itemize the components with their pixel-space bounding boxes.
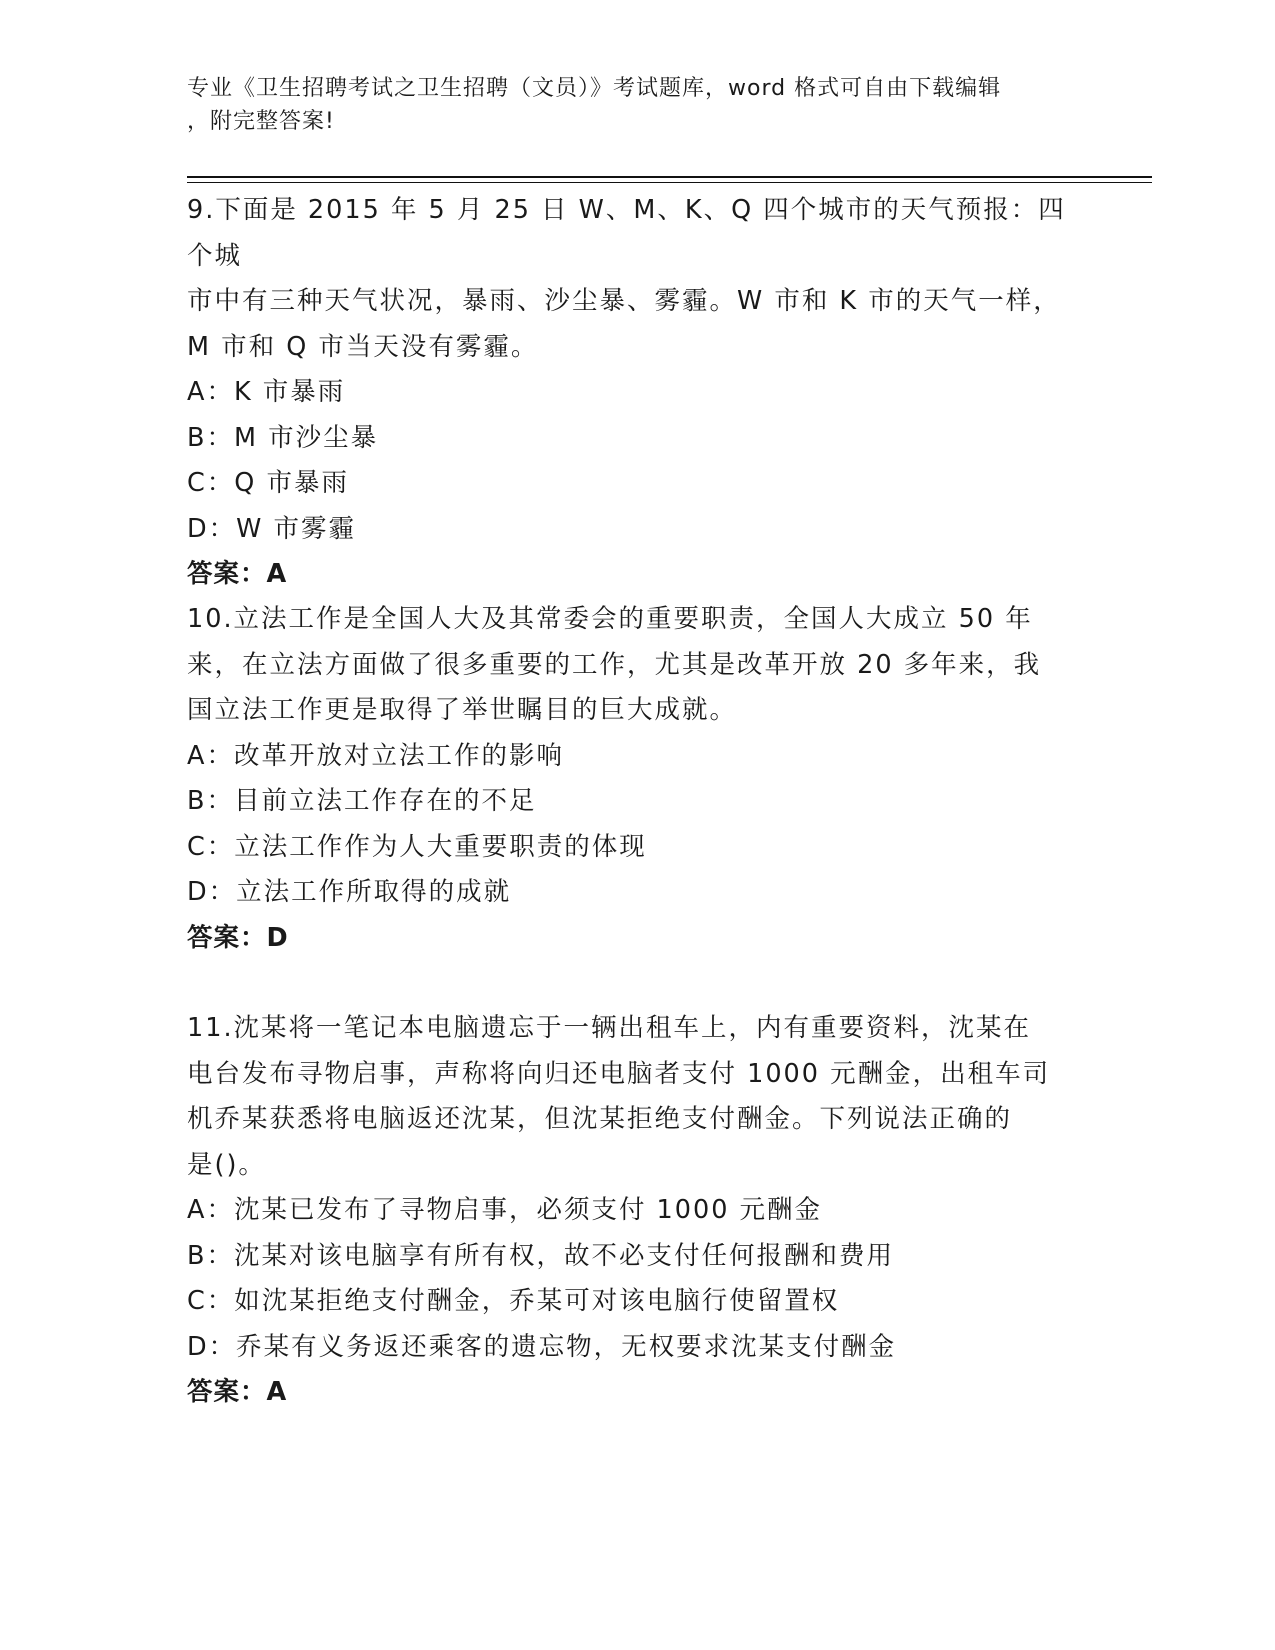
stem-line: M 市和 Q 市当天没有雾霾。	[187, 331, 539, 362]
stem-line: 10.立法工作是全国人大及其常委会的重要职责，全国人大成立 50 年	[187, 604, 1033, 634]
document-header	[187, 72, 1087, 138]
question-9	[187, 188, 1087, 598]
stem-line: 机乔某获悉将电脑返还沈某，但沈某拒绝支付酬金。下列说法正确的	[187, 1104, 1013, 1134]
question-stem	[187, 188, 1087, 370]
option-d: D：乔某有义务返还乘客的遗忘物，无权要求沈某支付酬金	[187, 1331, 897, 1362]
stem-line: 来，在立法方面做了很多重要的工作，尤其是改革开放 20 多年来，我	[187, 649, 1042, 680]
question-stem	[187, 1006, 1087, 1188]
option-b: B：目前立法工作存在的不足	[187, 786, 537, 816]
header-line-1: 专业《卫生招聘考试之卫生招聘（文员）》考试题库，word 格式可自由下载编辑	[187, 76, 1002, 101]
question-stem	[187, 597, 1087, 734]
option-c: C：立法工作作为人大重要职责的体现	[187, 831, 647, 862]
answer-label: 答案：A	[187, 1377, 288, 1407]
stem-line: 11.沈某将一笔记本电脑遗忘于一辆出租车上，内有重要资料，沈某在	[187, 1013, 1032, 1043]
stem-line: 国立法工作更是取得了举世瞩目的巨大成就。	[187, 695, 738, 725]
header-line-2: ，附完整答案!	[187, 109, 335, 134]
question-10	[187, 597, 1087, 961]
option-c: C：如沈某拒绝支付酬金，乔某可对该电脑行使留置权	[187, 1286, 840, 1316]
question-11	[187, 1006, 1087, 1416]
option-b: B：沈某对该电脑享有所有权，故不必支付任何报酬和费用	[187, 1240, 894, 1271]
stem-line: 9.下面是 2015 年 5 月 25 日 W、M、K、Q 四个城市的天气预报：四个城	[187, 195, 1066, 271]
stem-line: 市中有三种天气状况，暴雨、沙尘暴、雾霾。W 市和 K 市的天气一样，	[187, 286, 1061, 316]
option-d: D：W 市雾霾	[187, 513, 356, 544]
option-d: D：立法工作所取得的成就	[187, 877, 512, 907]
answer-label: 答案：D	[187, 922, 289, 953]
answer-label: 答案：A	[187, 559, 288, 589]
option-a: A：沈某已发布了寻物启事，必须支付 1000 元酬金	[187, 1195, 823, 1225]
option-b: B：M 市沙尘暴	[187, 422, 379, 453]
option-a: A：改革开放对立法工作的影响	[187, 740, 564, 771]
header-divider-thick	[187, 176, 1152, 178]
option-c: C：Q 市暴雨	[187, 468, 349, 498]
option-a: A：K 市暴雨	[187, 377, 346, 407]
stem-line: 电台发布寻物启事，声称将向归还电脑者支付 1000 元酬金，出租车司	[187, 1058, 1051, 1089]
header-divider-thin	[187, 182, 1152, 183]
stem-line: 是()。	[187, 1149, 266, 1180]
